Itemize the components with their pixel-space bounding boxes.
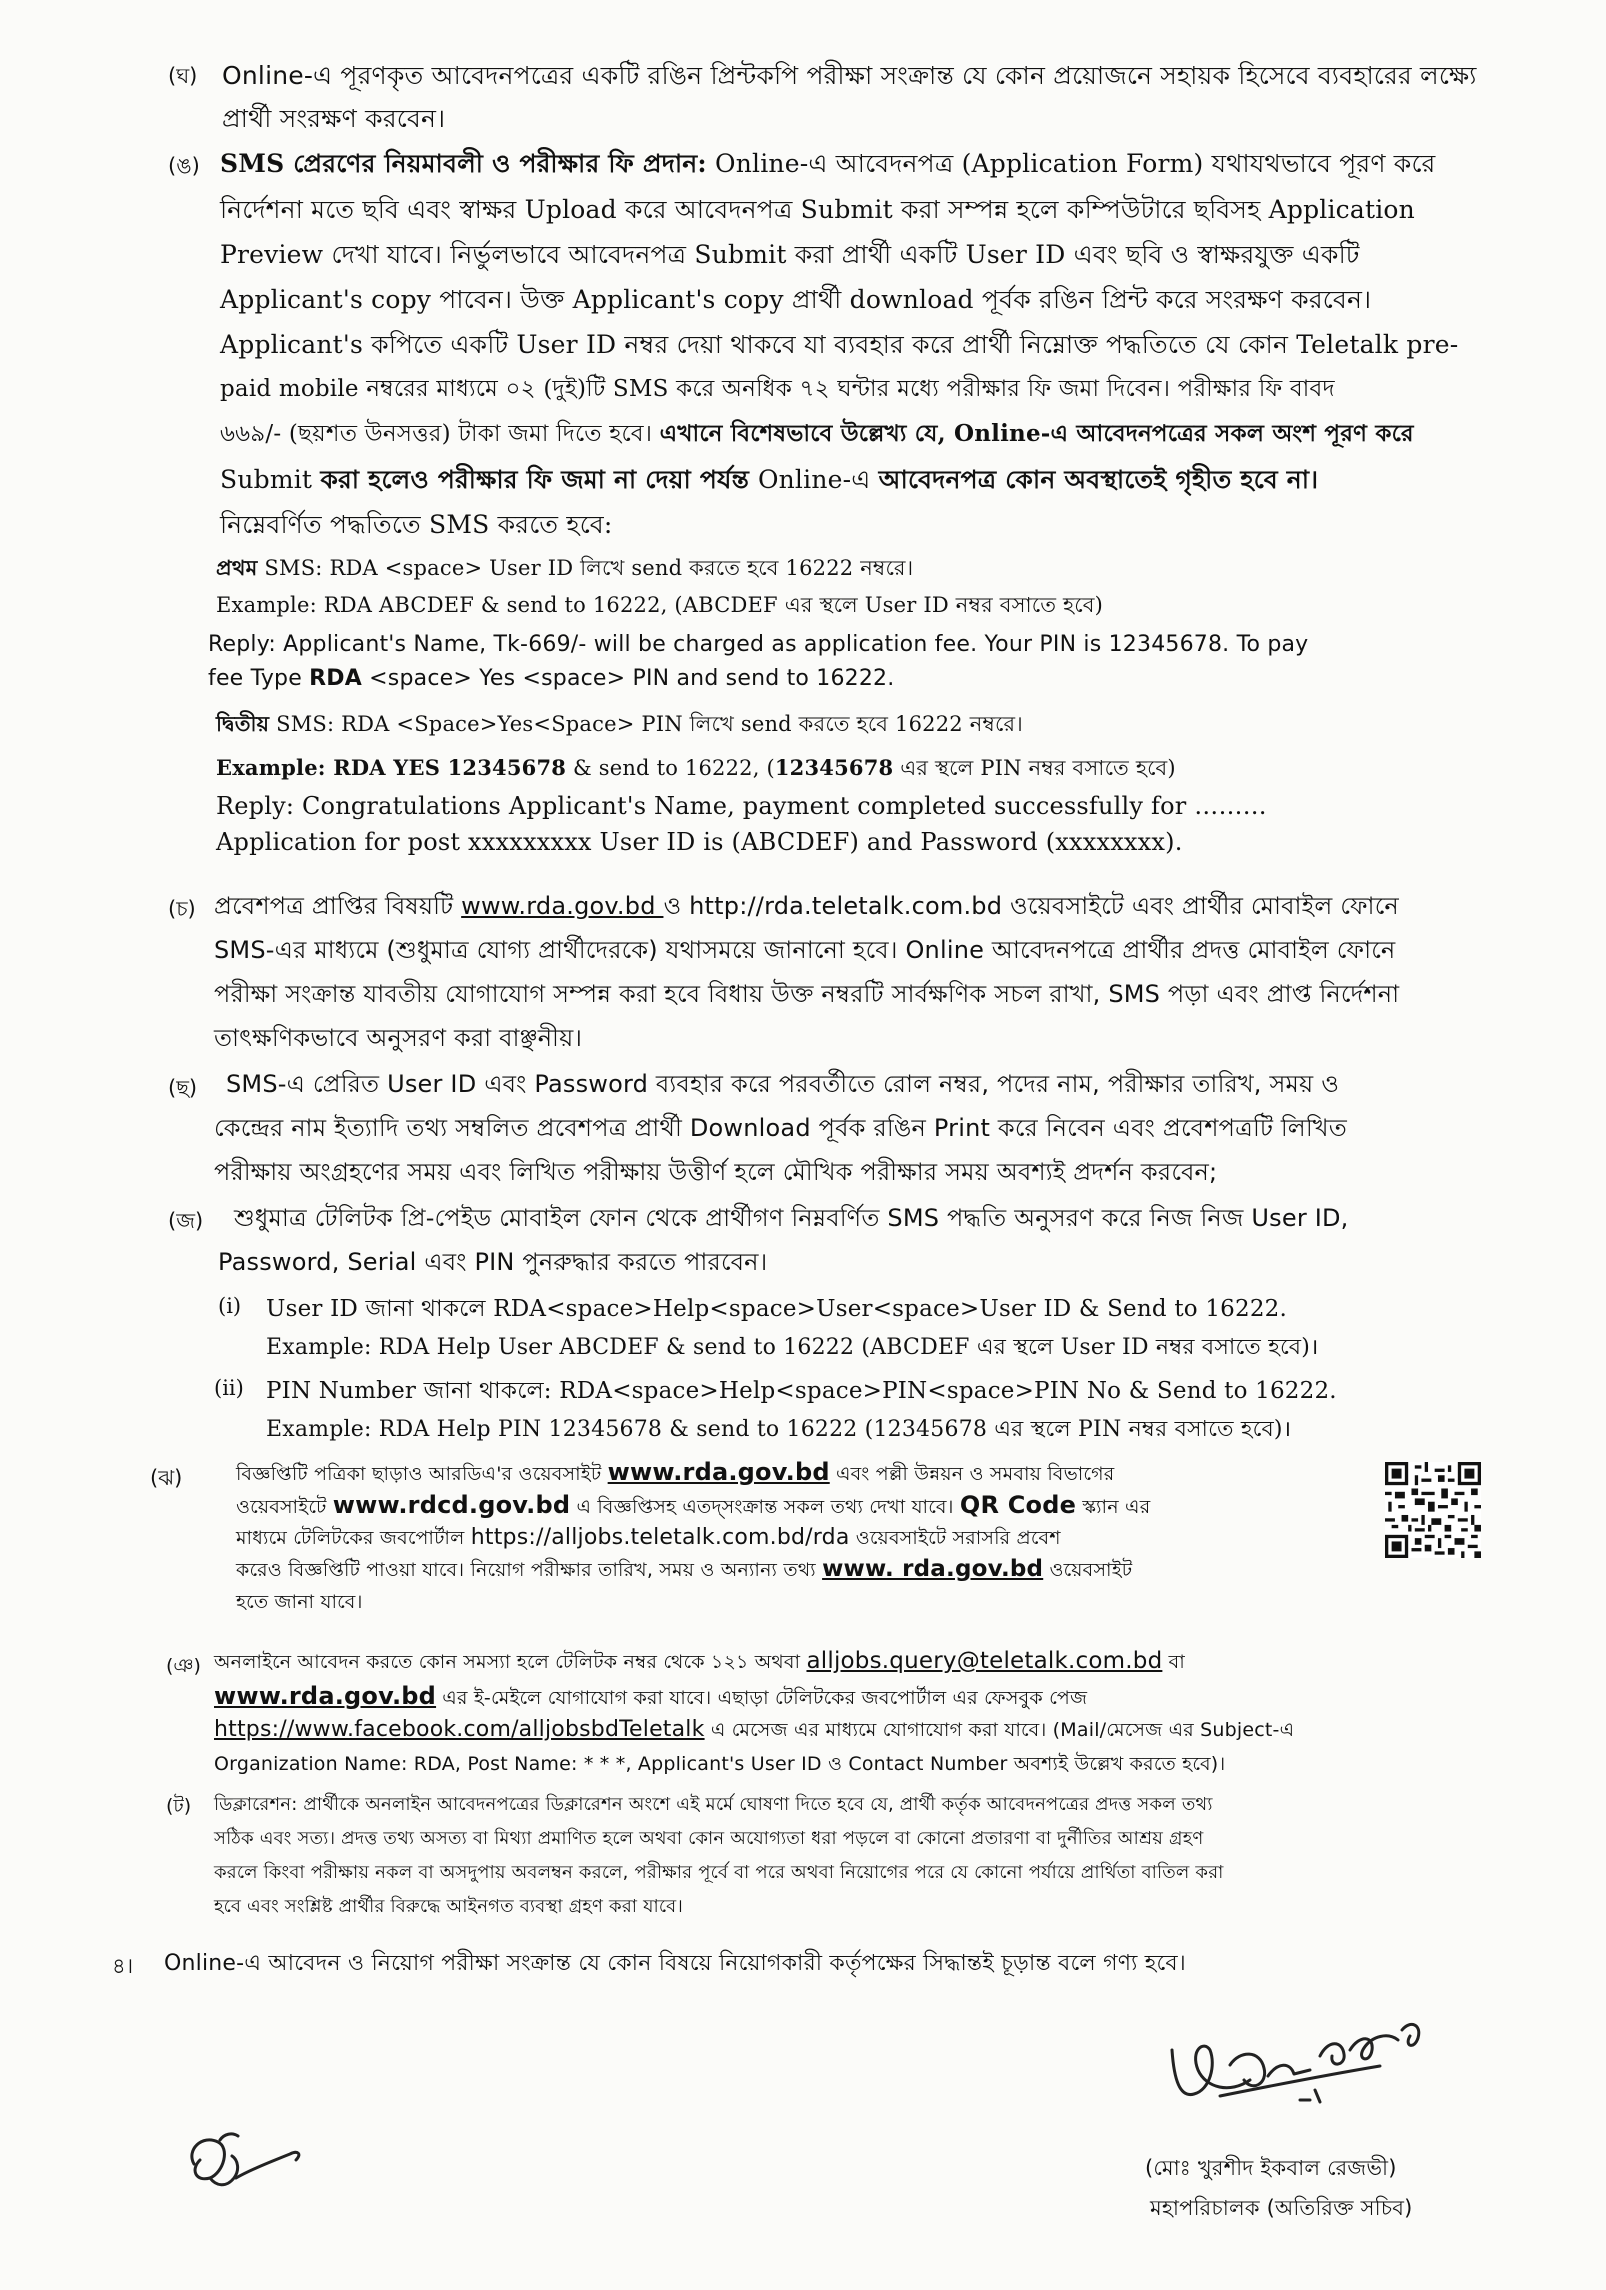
heading-rest: Online-এ আবেদনপত্র (Application Form) যথাযথভাবে পূরণ করে <box>706 149 1436 178</box>
section-line: Organization Name: RDA, Post Name: * * *, Applicant's User ID ও Contact Number অবশ্যই উল্লেখ করতে হবে)। <box>214 1753 1226 1775</box>
line-part: Online-এ <box>757 465 879 494</box>
section-line: তাৎক্ষণিকভাবে অনুসরণ করা বাঞ্ছনীয়। <box>214 1024 583 1052</box>
sub-line: User ID জানা থাকলে RDA<space>Help<space>User<space>User ID & Send to 16222. <box>266 1296 1287 1322</box>
section-line <box>214 1682 1087 1716</box>
reply-1-line-2 <box>208 666 894 691</box>
section-line: করলে কিংবা পরীক্ষায় নকল বা অসদুপায় অবলম্বন করলে, পরীক্ষার পূর্বে বা পরে অথবা নিয়োগের পরে যে কোনো পর্যায়ে প্রার্থিতা বাতিল করা <box>214 1862 1224 1883</box>
qr-code-label: QR Code <box>959 1491 1077 1519</box>
section-line: পরীক্ষা সংক্রান্ত যাবতীয় যোগাযোগ সম্পন্ন করা হবে বিধায় উক্ত নম্বরটি সার্বক্ষণিক সচল রাখা, SMS পড়া এবং প্রাপ্ত নির্দেশনা <box>214 980 1400 1008</box>
section-line <box>220 415 1414 454</box>
sub-marker: (i) <box>218 1294 242 1318</box>
line-part: বা <box>1162 1651 1185 1673</box>
reply-2-line-2: Application for post xxxxxxxxx User ID is (ABCDEF) and Password (xxxxxxxx). <box>216 828 1183 856</box>
line-bold: 12345678 <box>774 755 894 780</box>
reply-1-line-1: Reply: Applicant's Name, Tk-669/- will be charged as application fee. Your PIN is 12345678. To pay <box>208 632 1309 657</box>
line-part: এ মেসেজ এর মাধ্যমে যোগাযোগ করা যাবে। (Mail/মেসেজ এর Subject-এ <box>704 1719 1295 1741</box>
section-line <box>214 1648 1185 1680</box>
section-line <box>220 460 1318 503</box>
section-line: Preview দেখা যাবে। নির্ভুলভাবে আবেদনপত্র Submit করা প্রার্থী একটি User ID এবং ছবি ও স্বাক্ষরযুক্ত একটি <box>220 240 1360 269</box>
section-line: SMS-এর মাধ্যমে (শুধুমাত্র যোগ্য প্রার্থীদেরকে) যথাসময়ে জানানো হবে। Online আবেদনপত্রে প্রার্থীর প্রদত্ত মোবাইল ফোনে <box>214 936 1396 964</box>
section-line: কেন্দ্রের নাম ইত্যাদি তথ্য সম্বলিত প্রবেশপত্র প্রার্থী Download পূর্বক রঙিন Print করে নিবেন এবং প্রবেশপত্রটি লিখিত <box>214 1114 1347 1142</box>
section-marker: (ঝ) <box>150 1466 183 1490</box>
line-part: ওয়েবসাইট <box>1043 1559 1133 1581</box>
first-sms-text: SMS: RDA <space> User ID লিখে send করতে হবে 16222 নম্বরে। <box>257 556 914 580</box>
signature-right <box>1160 2010 1460 2120</box>
line-normal: ৬৬৯/- (ছয়শত উনসত্তর) টাকা জমা দিতে হবে। <box>220 421 660 447</box>
rdcd-website-link[interactable]: www.rdcd.gov.bd <box>332 1491 571 1519</box>
section-line <box>236 1524 1061 1556</box>
section-line: paid mobile নম্বরের মাধ্যমে ০২ (দুই)টি SMS করে অনধিক ৭২ ঘন্টার মধ্যে পরীক্ষার ফি জমা দিবেন। পরীক্ষার ফি বাবদ <box>220 376 1335 402</box>
sms-intro: নিম্নেবর্ণিত পদ্ধতিতে SMS করতে হবে: <box>220 510 613 539</box>
line-part: fee Type <box>208 666 310 691</box>
line-part: এর স্থলে PIN নম্বর বসাতে হবে) <box>893 756 1176 780</box>
section-line <box>214 888 1399 928</box>
section-marker: ৪। <box>112 1954 134 1978</box>
line-part: Submit <box>220 465 321 494</box>
section-line: হবে এবং সংশ্লিষ্ট প্রার্থীর বিরুদ্ধে আইনগত ব্যবস্থা গ্রহণ করা যাবে। <box>214 1896 683 1917</box>
section-line: হতে জানা যাবে। <box>236 1591 363 1613</box>
rda-website-link[interactable]: www.rda.gov.bd <box>461 892 664 920</box>
section-line: Online-এ আবেদন ও নিয়োগ পরীক্ষা সংক্রান্ত যে কোন বিষয়ে নিয়োগকারী কর্তৃপক্ষের সিদ্ধান্তই চূড়ান্ত বলে গণ্য হবে। <box>164 1951 1186 1976</box>
line-part: বিজ্ঞপ্তিটি পত্রিকা ছাড়াও আরডিএ'র ওয়েবসাইট <box>236 1463 608 1485</box>
first-sms <box>216 552 913 587</box>
line-part: <space> Yes <space> PIN and send to 16222. <box>361 666 895 691</box>
signature-left <box>180 2120 310 2200</box>
section-line: সঠিক এবং সত্য। প্রদত্ত তথ্য অসত্য বা মিথ্যা প্রমাণিত হলে অথবা কোন অযোগ্যতা ধরা পড়লে বা কোনো প্রতারণা বা দুর্নীতির আশ্রয় গ্রহণ <box>214 1828 1204 1849</box>
section-line: ডিক্লারেশন: প্রার্থীকে অনলাইন আবেদনপত্রের ডিক্লারেশন অংশে এই মর্মে ঘোষণা দিতে হবে যে, প্রার্থী কর্তৃক আবেদনপত্রের প্রদত্ত সকল তথ্য <box>214 1794 1213 1815</box>
sub-marker: (ii) <box>214 1376 244 1400</box>
section-marker: (ট) <box>166 1795 192 1817</box>
line-part: ওয়েবসাইটে <box>236 1496 333 1518</box>
qr-code-icon[interactable] <box>1385 1462 1481 1558</box>
section-line: পরীক্ষায় অংগ্রহণের সময় এবং লিখিত পরীক্ষায় উত্তীর্ণ হলে মৌখিক পরীক্ষার সময় অবশ্যই প্রদর্শন করবেন; <box>214 1158 1218 1186</box>
example-1: Example: RDA ABCDEF & send to 16222, (ABCDEF এর স্থলে User ID নম্বর বসাতে হবে) <box>216 593 1103 617</box>
line-part: ও http://rda.teletalk.com.bd ওয়েবসাইটে এবং প্রার্থীর মোবাইল ফোনে <box>663 892 1399 920</box>
heading-bold: SMS প্রেরণের নিয়মাবলী ও পরীক্ষার ফি প্রদান: <box>220 149 707 178</box>
section-line <box>236 1458 1114 1492</box>
line-part: এ বিজ্ঞপ্তিসহ এতদ্সংক্রান্ত সকল তথ্য দেখা যাবে। <box>570 1496 960 1518</box>
line-bold: এখানে বিশেষভাবে উল্লেখ্য যে, Online-এ আবেদনপত্রের সকল অংশ পূরণ করে <box>659 420 1414 447</box>
section-marker: (ঙ) <box>168 154 200 178</box>
reply-2-line-1: Reply: Congratulations Applicant's Name, payment completed successfully for ……… <box>216 792 1267 820</box>
line-bold: আবেদনপত্র কোন অবস্থাতেই গৃহীত হবে না। <box>878 465 1319 494</box>
sub-line: Example: RDA Help User ABCDEF & send to 16222 (ABCDEF এর স্থলে User ID নম্বর বসাতে হবে)। <box>266 1335 1319 1360</box>
line-part: এর ই-মেইলে যোগাযোগ করা যাবে। এছাড়া টেলিটকের জবপোর্টাল এর ফেসবুক পেজ <box>436 1687 1088 1709</box>
sub-line: PIN Number জানা থাকলে: RDA<space>Help<space>PIN<space>PIN No & Send to 16222. <box>266 1378 1337 1404</box>
second-sms-text: SMS: RDA <Space>Yes<Space> PIN লিখে send করতে হবে 16222 নম্বরে। <box>269 712 1023 736</box>
line-part: এবং পল্লী উন্নয়ন ও সমবায় বিভাগের <box>829 1463 1115 1485</box>
section-heading <box>220 144 1436 187</box>
section-line: শুধুমাত্র টেলিটক প্রি-পেইড মোবাইল ফোন থেকে প্রার্থীগণ নিম্নবর্ণিত SMS পদ্ধতি অনুসরণ করে নিজ নিজ User ID, <box>234 1204 1349 1232</box>
line-part: মাধ্যমে টেলিটকের জবপোর্টাল <box>236 1527 471 1549</box>
section-line <box>214 1716 1294 1748</box>
facebook-page-link[interactable]: https://www.facebook.com/alljobsbdTeletalk <box>214 1717 705 1742</box>
section-line: Applicant's copy পাবেন। উক্ত Applicant's copy প্রার্থী download পূর্বক রঙিন প্রিন্ট করে সংরক্ষণ করবেন। <box>220 285 1372 314</box>
section-line: Password, Serial এবং PIN পুনরুদ্ধার করতে পারবেন। <box>218 1248 768 1276</box>
rda-website-link[interactable]: www.rda.gov.bd <box>214 1682 437 1710</box>
line-part: & send to 16222, ( <box>566 756 775 780</box>
section-line: SMS-এ প্রেরিত User ID এবং Password ব্যবহার করে পরবর্তীতে রোল নম্বর, পদের নাম, পরীক্ষার তারিখ, সময় ও <box>226 1070 1340 1098</box>
section-marker: (চ) <box>168 897 196 921</box>
line-part: অনলাইনে আবেদন করতে কোন সমস্যা হলে টেলিটক নম্বর থেকে ১২১ অথবা <box>214 1651 807 1673</box>
section-marker: (ঞ) <box>166 1655 201 1677</box>
line-part: ওয়েবসাইটে সরাসরি প্রবেশ <box>849 1527 1061 1549</box>
second-sms <box>216 708 1023 743</box>
section-line: Applicant's কপিতে একটি User ID নম্বর দেয়া থাকবে যা ব্যবহার করে প্রার্থী নিম্নোক্ত পদ্ধতিতে যে কোন Teletalk pre- <box>220 330 1459 359</box>
section-line: Online-এ পূরণকৃত আবেদনপত্রের একটি রঙিন প্রিন্টকপি পরীক্ষা সংক্রান্ত যে কোন প্রয়োজনে সহায়ক হিসেবে ব্যবহারের লক্ষ্যে <box>222 61 1477 90</box>
section-line: নির্দেশনা মতে ছবি এবং স্বাক্ষর Upload করে আবেদনপত্র Submit করা সম্পন্ন হলে কম্পিউটারে ছবিসহ Application <box>220 195 1415 224</box>
example-2 <box>216 752 1176 787</box>
sub-line: Example: RDA Help PIN 12345678 & send to 16222 (12345678 এর স্থলে PIN নম্বর বসাতে হবে)। <box>266 1417 1292 1442</box>
line-part: স্ক্যান এর <box>1076 1496 1151 1518</box>
signatory-name: (মোঃ খুরশীদ ইকবাল রেজভী) <box>1145 2156 1397 2180</box>
first-sms-label: প্রথম <box>216 555 258 580</box>
section-marker: (ঘ) <box>168 64 198 88</box>
rda-website-link[interactable]: www.rda.gov.bd <box>607 1458 830 1486</box>
line-bold: Example: RDA YES 12345678 <box>216 755 567 780</box>
signatory-designation: মহাপরিচালক (অতিরিক্ত সচিব) <box>1150 2196 1413 2220</box>
line-bold: করা হলেও পরীক্ষার ফি জমা না দেয়া পর্যন্ত <box>320 465 758 494</box>
section-line <box>236 1491 1150 1525</box>
section-marker: (ছ) <box>168 1076 198 1100</box>
section-marker: (জ) <box>168 1209 204 1233</box>
second-sms-label: দ্বিতীয় <box>216 711 270 736</box>
line-part: প্রবেশপত্র প্রাপ্তির বিষয়টি <box>214 892 462 920</box>
section-line <box>236 1556 1132 1588</box>
alljobs-email-link[interactable]: alljobs.query@teletalk.com.bd <box>806 1648 1163 1674</box>
alljobs-portal-link[interactable]: https://alljobs.teletalk.com.bd/rda <box>470 1525 850 1550</box>
section-line: প্রার্থী সংরক্ষণ করবেন। <box>222 104 446 133</box>
rda-website-link[interactable]: www. rda.gov.bd <box>822 1556 1044 1582</box>
line-part: করেও বিজ্ঞপ্তিটি পাওয়া যাবে। নিয়োগ পরীক্ষার তারিখ, সময় ও অন্যান্য তথ্য <box>236 1559 823 1581</box>
line-bold: RDA <box>309 666 362 691</box>
